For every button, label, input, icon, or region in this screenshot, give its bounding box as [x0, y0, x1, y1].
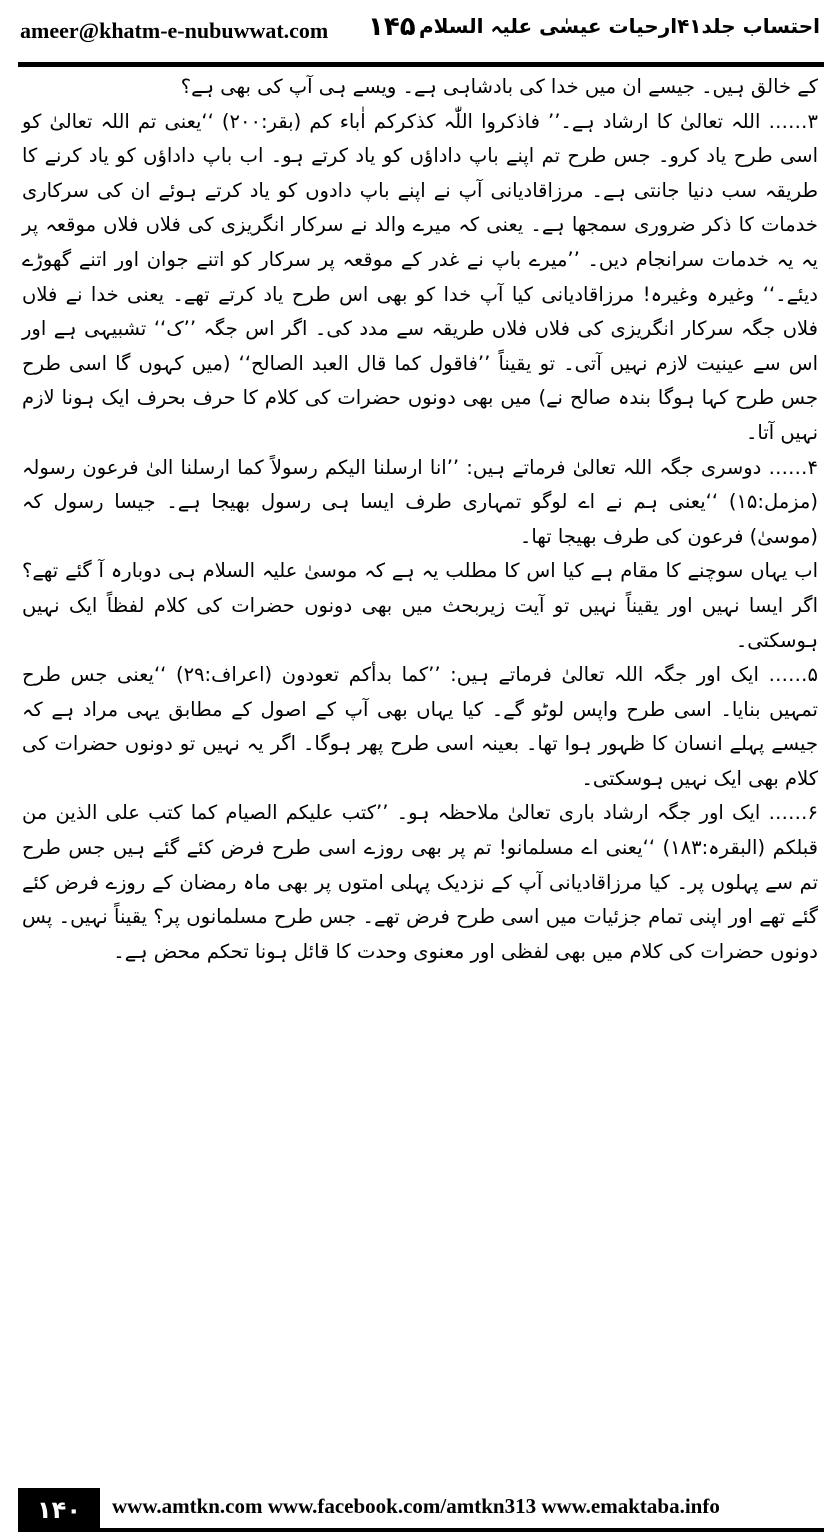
footer-divider [100, 1528, 824, 1532]
page-footer [0, 1488, 840, 1540]
paragraph-2: ۳…… اللہ تعالیٰ کا ارشاد ہے۔’’ فاذکروا اللّٰہ کذکرکم اٰباء کم (بقر:۲۰۰) ‘‘یعنی تم اللہ تعالیٰ کو اسی طرح یاد کرو۔ جس طرح تم اپنے باپ داداؤں کو یاد کرتے ہو۔ اب باپ داداؤں کو یاد کرنے کا طریقہ سب دنیا جانتی ہے۔ مرزاقادیانی آپ نے اپنے باپ دادوں کو یاد کرتے ہوئے ان کی سرکاری خدمات کا ذکر ضروری سمجھا ہے۔ یعنی کہ میرے والد نے سرکار انگریزی کی فلاں فلاں موقعہ پر یہ یہ خدمات سرانجام دیں۔ ’’میرے باپ نے غدر کے موقعہ پر سرکار کو اتنے جوان اور اتنے گھوڑے دیئے۔‘‘ وغیرہ وغیرہ! مرزاقادیانی کیا آپ خدا کو بھی اس طرح یاد کرتے تھے۔ یعنی خدا نے فلاں فلاں جگہ سرکار انگریزی کی فلاں فلاں طریقہ سے مدد کی۔ اگر اس جگہ ’’ک‘‘ تشبیہی ہے اور اس سے عینیت لازم نہیں آتی۔ تو یقیناً ’’فاقول کما قال العبد الصالح‘‘ (میں کہوں گا اسی طرح جس طرح کہا ہوگا بندہ صالح نے) میں بھی دونوں حضرات کی کلام کا حرف بحرف ایک ہونا لازم نہیں آتا۔ [22, 109, 818, 444]
footer-page-number: ۱۴۰ [18, 1488, 100, 1532]
paragraph-3: ۴…… دوسری جگہ اللہ تعالیٰ فرماتے ہیں: ’’انا ارسلنا الیکم رسولاً کما ارسلنا الیٰ فرعون رسولہ (مزمل:۱۵) ‘‘یعنی ہم نے اے لوگو تمہاری طرف ایسا ہی رسول بھیجا ہے۔ جیسا رسول کہ (موسیٰ) فرعون کی طرف بھیجا تھا۔ [22, 455, 818, 548]
header-page-number: ۱۴۵ [368, 12, 416, 42]
header-email: ameer@khatm-e-nubuwwat.com [20, 18, 329, 43]
paragraph-4: اب یہاں سوچنے کا مقام ہے کیا اس کا مطلب یہ ہے کہ موسیٰ علیہ السلام ہی دوبارہ آ گئے تھے؟ اگر ایسا نہیں اور یقیناً نہیں تو آیت زیربحث میں بھی دونوں حضرات کی کلام لفظاً ایک نہیں ہوسکتی۔ [22, 559, 818, 652]
header-book-title: احتساب جلد۴۱ارحیات عیسٰی علیہ السلام [418, 14, 820, 38]
page-header [0, 0, 840, 62]
page-body [22, 70, 818, 1440]
paragraph-1: کے خالق ہیں۔ جیسے ان میں خدا کی بادشاہی ہے۔ ویسے ہی آپ کی بھی ہے؟ [180, 75, 818, 98]
footer-links: www.amtkn.com www.facebook.com/amtkn313 www.emaktaba.info [112, 1494, 720, 1518]
paragraph-6: ۶…… ایک اور جگہ ارشاد باری تعالیٰ ملاحظہ ہو۔ ’’کتب علیکم الصیام کما کتب علی الذین من قبلکم (البقرہ:۱۸۳) ‘‘یعنی اے مسلمانو! تم پر بھی روزے اسی طرح فرض کئے گئے ہیں جس طرح تم سے پہلوں پر۔ کیا مرزاقادیانی آپ کے نزدیک پہلی امتوں پر بھی ماہ رمضان کے روزے فرض کئے گئے تھے اور اپنی تمام جزئیات میں اسی طرح فرض تھے۔ جس طرح مسلمانوں پر؟ یقیناً نہیں۔ پس دونوں حضرات کی کلام میں بھی لفظی اور معنوی وحدت کا قائل ہونا تحکم محض ہے۔ [22, 801, 819, 963]
paragraph-5: ۵…… ایک اور جگہ اللہ تعالیٰ فرماتے ہیں: ’’کما بدأکم تعودون (اعراف:۲۹) ‘‘یعنی جس طرح تمہیں بنایا۔ اسی طرح واپس لوٹو گے۔ کیا یہاں بھی آپ کے اصول کے مطابق یہی مراد ہے کہ جیسے پہلے انسان کا ظہور ہوا تھا۔ بعینہ اسی طرح پھر ہوگا۔ اگر یہ نہیں تو دونوں حضرات کی کلام بھی ایک نہیں ہوسکتی۔ [22, 663, 818, 790]
header-divider [18, 62, 824, 67]
